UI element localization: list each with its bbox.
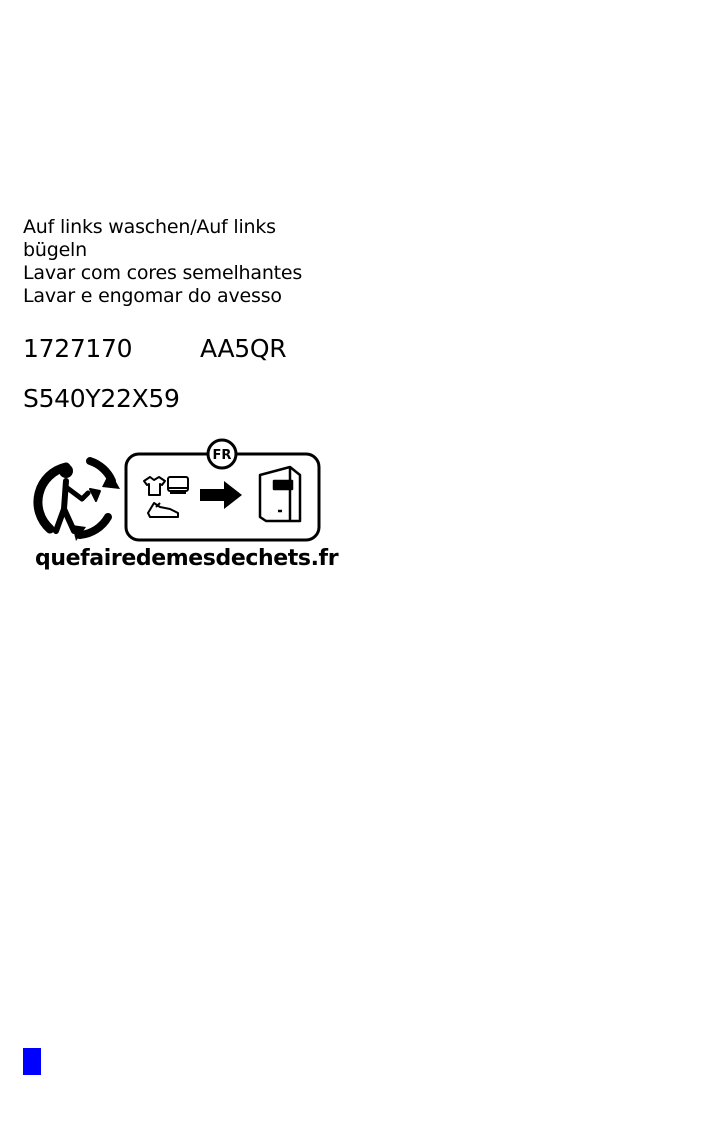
country-badge: [208, 440, 236, 468]
care-line-pt-1: Lavar com cores semelhantes: [23, 262, 303, 284]
triman-person-icon: [38, 461, 120, 541]
care-line-pt-2: Lavar e engomar do avesso: [23, 285, 282, 307]
article-number: 1727170: [23, 334, 133, 363]
tshirt-icon: [144, 477, 165, 495]
folded-textile-icon: [168, 477, 188, 493]
care-line-de-2: bügeln: [23, 239, 87, 261]
shoe-icon: [148, 503, 178, 517]
blue-marker: [23, 1048, 41, 1075]
country-badge-label: FR: [212, 448, 232, 463]
care-instructions: [23, 216, 323, 308]
arrow-right-icon: [200, 481, 242, 509]
collection-bin-icon: [260, 467, 300, 521]
serial-code: S540Y22X59: [23, 384, 180, 413]
care-line-de-1: Auf links waschen/Auf links: [23, 216, 276, 238]
triman-website[interactable]: quefairedemesdechets.fr: [35, 546, 339, 571]
variant-code: AA5QR: [200, 334, 287, 363]
